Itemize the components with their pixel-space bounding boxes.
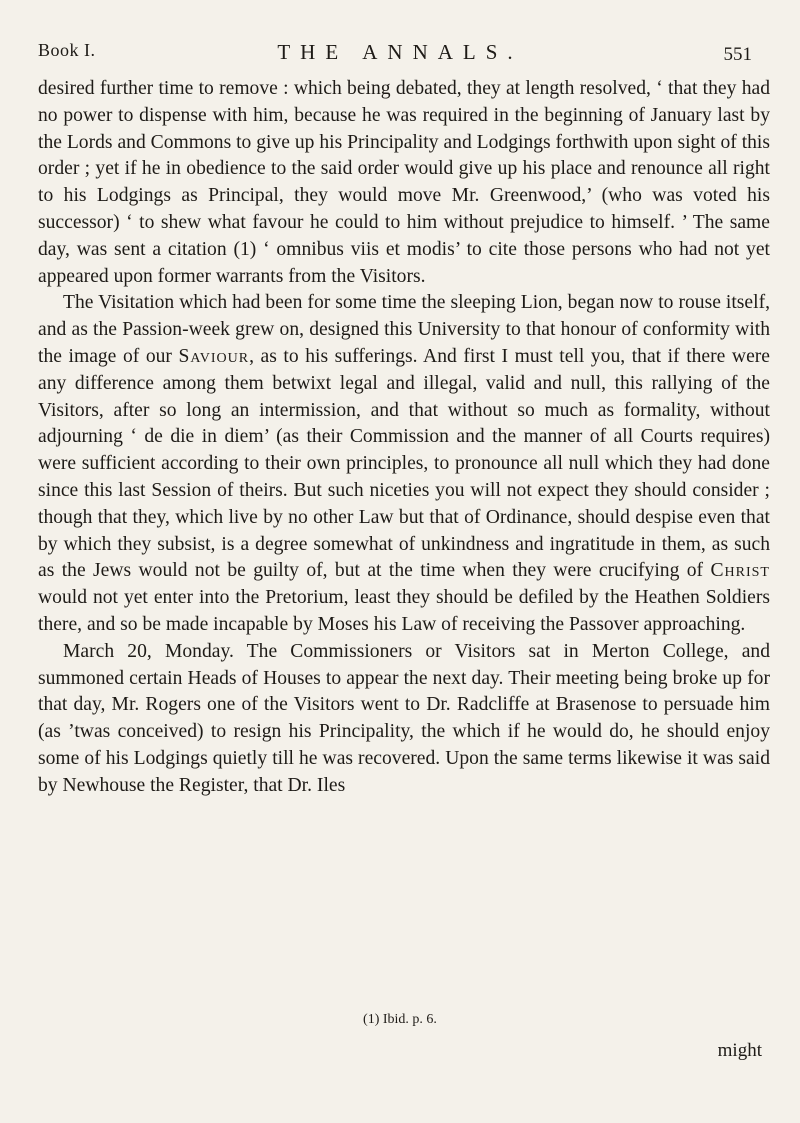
paragraph: [38, 290, 770, 638]
book-label: Book I.: [38, 40, 96, 60]
paragraph: [38, 76, 770, 290]
small-caps-text: Saviour: [178, 345, 250, 367]
footnote: (1) Ibid. p. 6.: [363, 1012, 437, 1027]
paragraph: [38, 639, 770, 800]
paragraph-text: desired further time to remove : which being debated, they at length resolved, ‘ that they had no power to dispense with him, because he was required in the beginning of January last by the Lords and Commons to give up his Principality and Lodgings forthwith upon sight of this order ; yet if he in obedience to the said order would give up his place and renounce all right to his Lodgings as Principal, they would move Mr. Greenwood,’ (who was voted his successor) ‘ to shew what favour he could to him without prejudice to himself. ’ The same day, was sent a citation (1) ‘ omnibus viis et modis’ to cite those persons who had not yet appeared upon former warrants from the Visitors.: [38, 78, 771, 287]
small-caps-text: Christ: [710, 560, 770, 582]
running-head: [38, 40, 762, 80]
body-text: [38, 76, 770, 800]
paragraph-text: would not yet enter into the Pretorium, least they should be defiled by the Heathen Soldiers there, and so be made incapable by Moses his Law of receiving the Passover approaching.: [38, 587, 770, 635]
paragraph-text: March 20, Monday. The Commissioners or Visitors sat in Merton College, and summoned certain Heads of Houses to appear the next day. Their meeting being broke up for that day, Mr. Rogers one of the Visitors went to Dr. Radcliffe at Brasenose to persuade him (as ’twas conceived) to resign his Principality, the which if he would do, he should enjoy some of his Lodgings quietly till he was recovered. Upon the same terms likewise it was said by Newhouse the Register, that Dr. Iles: [38, 640, 770, 796]
paragraph-text: , as to his sufferings. And first I must tell you, that if there were any difference among them betwixt legal and illegal, valid and null, this rallying of the Visitors, after so long an intermission, and that without so much as formality, without adjourning ‘ de die in diem’ (as their Commission and the manner of all Courts requires) were sufficient according to their own principles, to pronounce all null which they had done since this last Session of theirs. But such niceties you will not expect they should consider ; though that they, which live by no other Law but that of Ordinance, should despise even that by which they subsist, is a degree somewhat of unkindness and ingratitude in them, as such as the Jews would not be guilty of, but at the time when they were crucifying of: [38, 345, 770, 582]
catchword: might: [717, 1040, 762, 1061]
paragraph-text: The Visitation which had been for some time the sleeping Lion, began now to rouse itself, and as the Passion-week grew on, designed this University to that honour of conformity with the image of our: [38, 292, 770, 367]
page-number: 551: [723, 44, 752, 65]
running-title: THE ANNALS.: [277, 40, 523, 64]
